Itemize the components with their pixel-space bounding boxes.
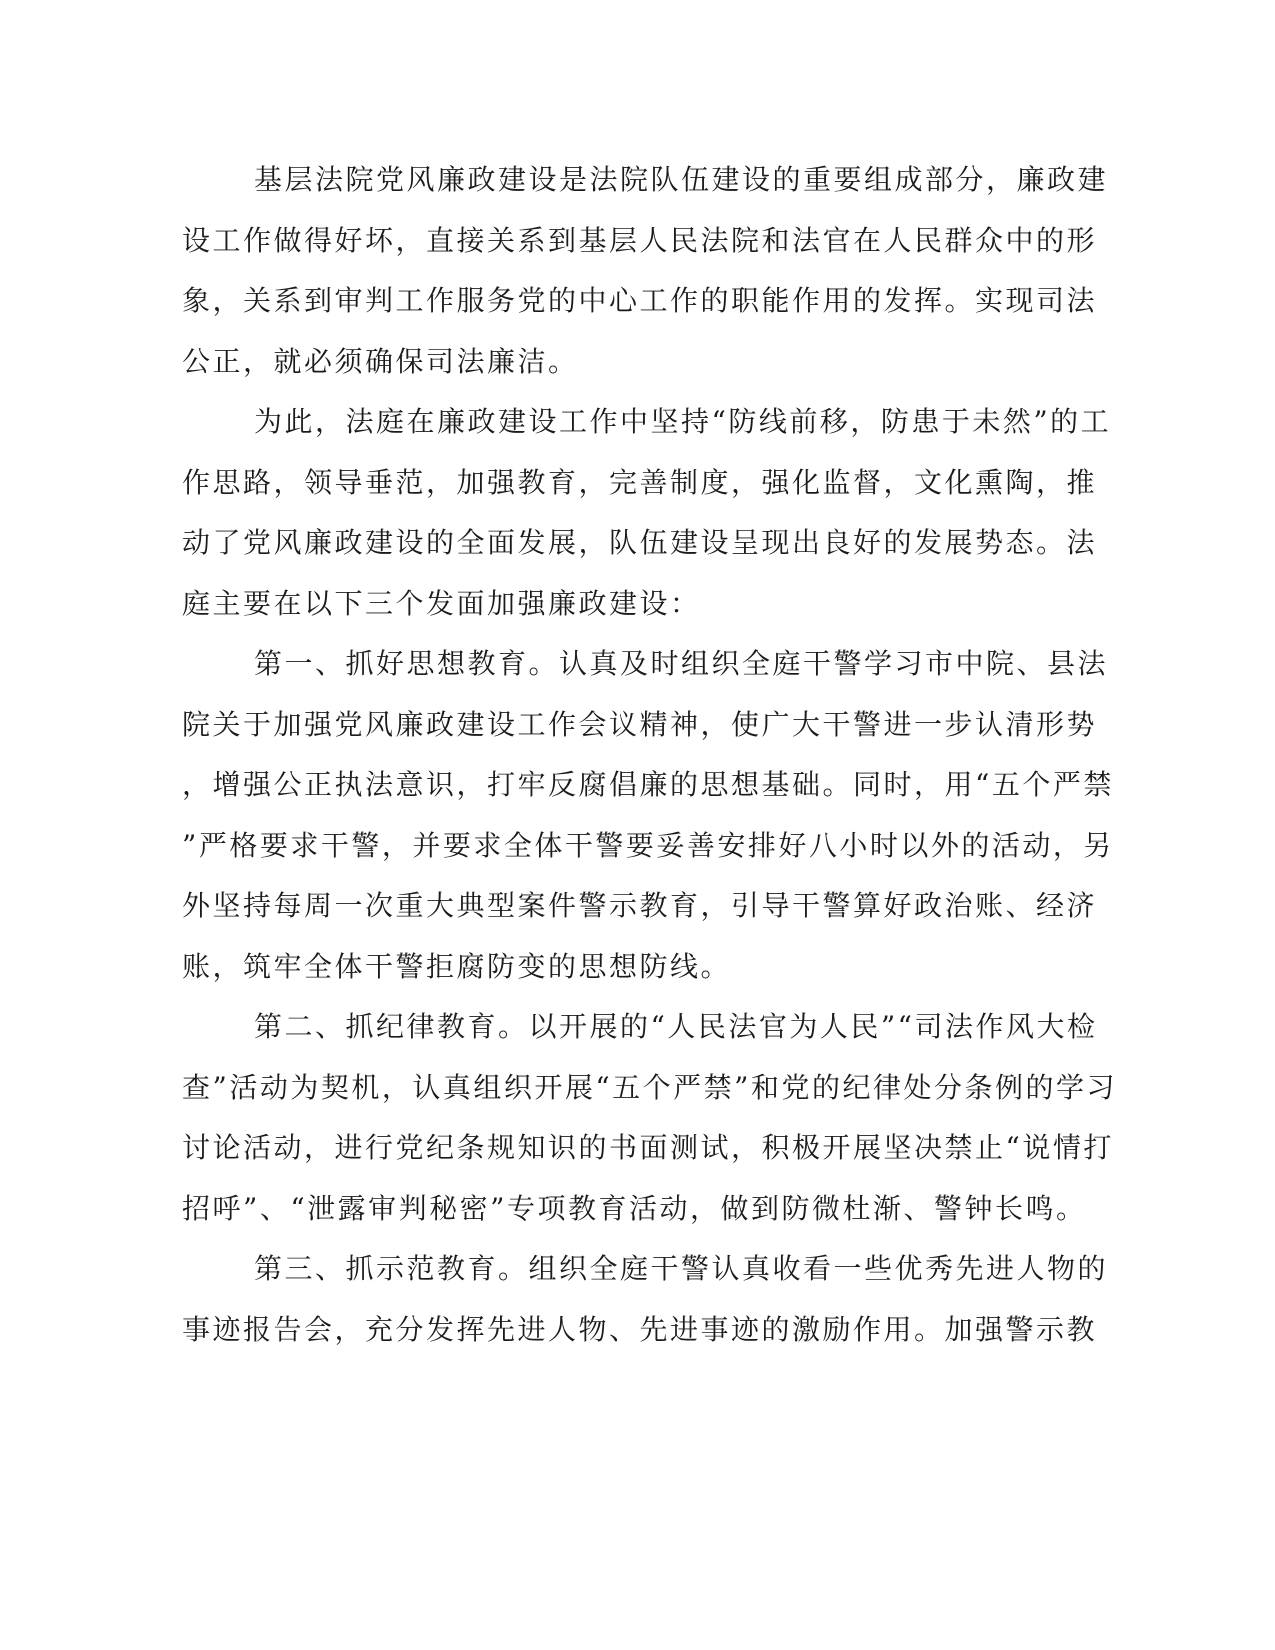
text-line: 外坚持每周一次重大典型案件警示教育，引导干警算好政治账、经济 xyxy=(182,889,1098,922)
paragraph-5 xyxy=(182,1239,1109,1360)
text-line: 第一、抓好思想教育。认真及时组织全庭干警学习市中院、县法 xyxy=(254,647,1109,680)
text-line: 查”活动为契机，认真组织开展“五个严禁”和党的纪律处分条例的学习 xyxy=(182,1070,1117,1104)
text-line: 第三、抓示范教育。组织全庭干警认真收看一些优秀先进人物的 xyxy=(254,1252,1109,1285)
paragraph-1 xyxy=(182,150,1109,392)
text-line: 招呼”、“泄露审判秘密”专项教育活动，做到防微杜渐、警钟长鸣。 xyxy=(182,1191,1087,1225)
paragraph-2 xyxy=(182,392,1112,634)
document-body xyxy=(182,150,1117,1360)
text-line: 第二、抓纪律教育。以开展的“人民法官为人民”“司法作风大检 xyxy=(254,1010,1098,1043)
paragraph-4 xyxy=(182,997,1117,1239)
text-line: 院关于加强党风廉政建设工作会议精神，使广大干警进一步认清形势 xyxy=(182,707,1098,741)
text-line: 庭主要在以下三个发面加强廉政建设： xyxy=(182,586,701,620)
text-line: 基层法院党风廉政建设是法院队伍建设的重要组成部分，廉政建 xyxy=(254,163,1109,196)
text-line: ”严格要求干警，并要求全体干警要妥善安排好八小时以外的活动，另 xyxy=(182,828,1114,862)
text-line: 作思路，领导垂范，加强教育，完善制度，强化监督，文化熏陶，推 xyxy=(182,465,1098,499)
text-line: 讨论活动，进行党纪条规知识的书面测试，积极开展坚决禁止“说情打 xyxy=(182,1131,1114,1164)
paragraph-3 xyxy=(182,634,1114,997)
text-line: 象，关系到审判工作服务党的中心工作的职能作用的发挥。实现司法 xyxy=(182,284,1098,317)
text-line: ，增强公正执法意识，打牢反腐倡廉的思想基础。同时，用“五个严禁 xyxy=(182,768,1114,801)
text-line: 动了党风廉政建设的全面发展，队伍建设呈现出良好的发展势态。法 xyxy=(182,526,1098,559)
text-line: 账，筑牢全体干警拒腐防变的思想防线。 xyxy=(182,949,732,983)
text-line: 设工作做得好坏，直接关系到基层人民法院和法官在人民群众中的形 xyxy=(182,223,1098,257)
text-line: 事迹报告会，充分发挥先进人物、先进事迹的激励作用。加强警示教 xyxy=(182,1312,1098,1346)
text-line: 为此，法庭在廉政建设工作中坚持“防线前移，防患于未然”的工 xyxy=(254,405,1112,438)
text-line: 公正，就必须确保司法廉洁。 xyxy=(182,344,579,378)
